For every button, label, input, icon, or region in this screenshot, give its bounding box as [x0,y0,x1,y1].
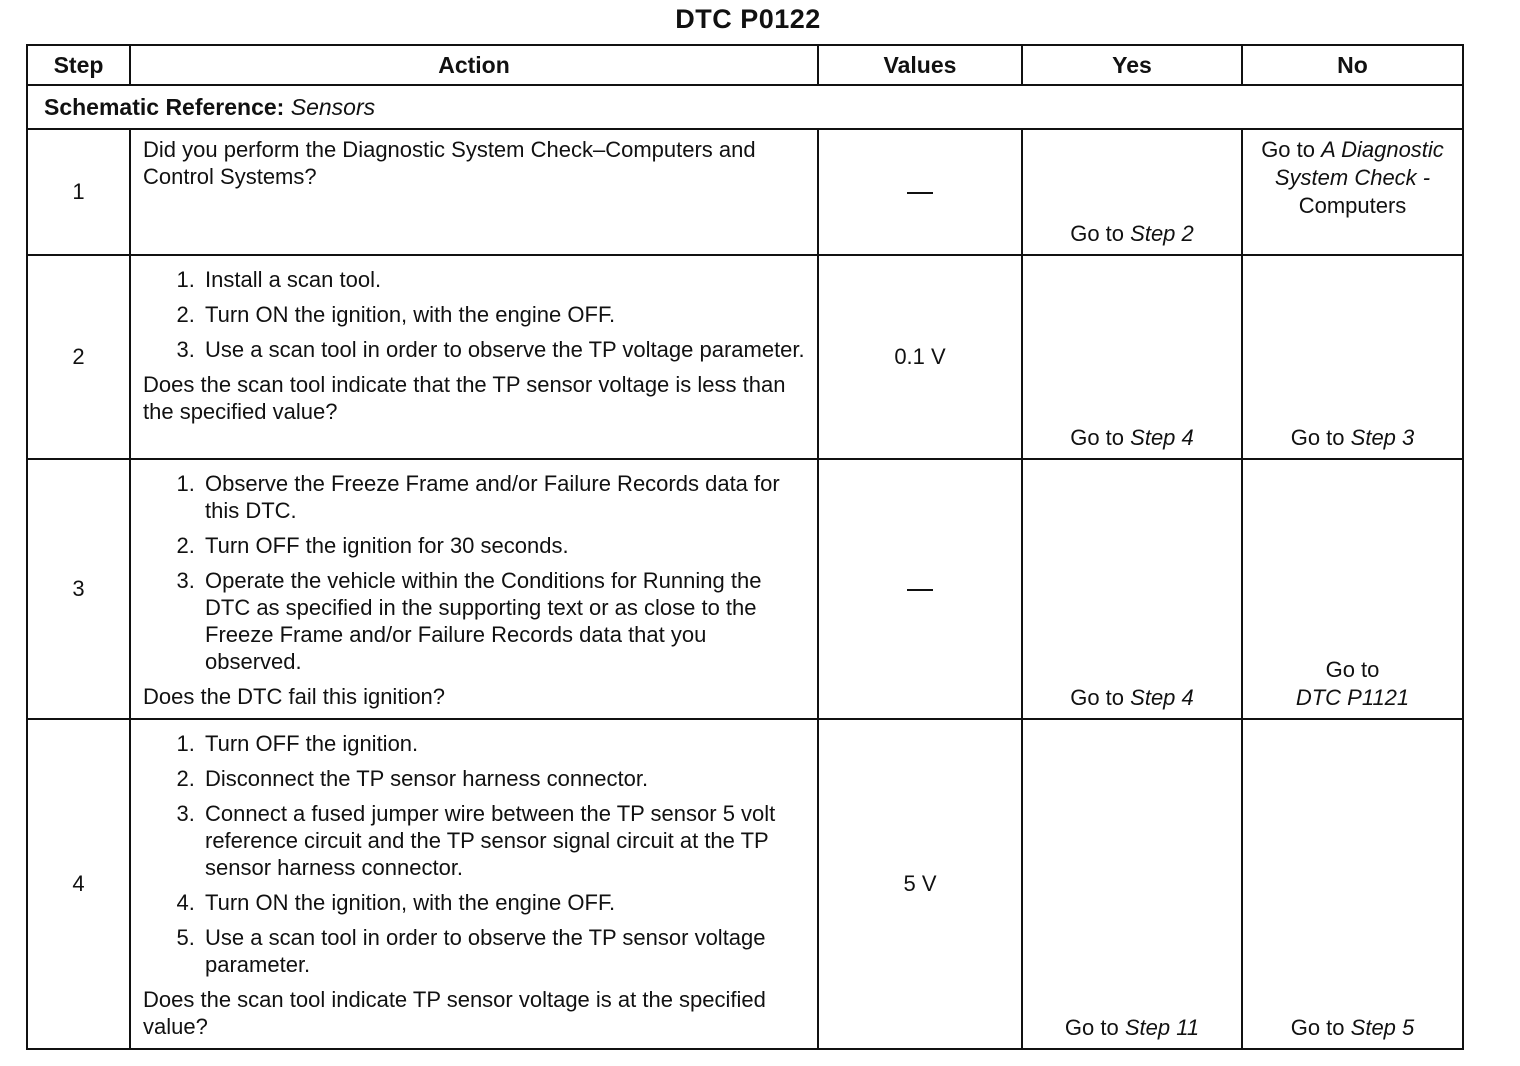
action-cell [130,255,818,459]
step-number: 1 [27,129,130,255]
yes-ref: Step 4 [1130,425,1194,450]
value-cell: 0.1 V [818,255,1022,459]
action-item: 4. Turn ON the ignition, with the engine OFF. [201,889,805,916]
no-ref: A Diagnostic System Check - [1274,137,1444,190]
diagnostic-table [26,44,1464,1050]
page-title: DTC P0122 [675,4,821,34]
no-cell [1242,255,1463,459]
action-item: 1. Observe the Freeze Frame and/or Failure Records data for this DTC. [201,470,805,524]
action-item: 1. Install a scan tool. [201,266,805,293]
yes-prefix: Go to [1070,685,1125,710]
action-steps [143,266,805,363]
action-question: Does the DTC fail this ignition? [143,684,446,709]
table-row [27,255,1463,459]
yes-prefix: Go to [1064,1015,1119,1040]
no-cell [1242,459,1463,719]
dash-mark [907,589,933,591]
no-prefix: Go to [1325,657,1380,682]
no-ref: Step 5 [1350,1015,1415,1040]
no-ref: Step 3 [1350,425,1415,450]
action-steps [143,470,805,675]
schematic-row [27,85,1463,129]
action-item: 5. Use a scan tool in order to observe the TP sensor voltage parameter. [201,924,805,978]
no-cell [1242,719,1463,1049]
action-item: 2. Disconnect the TP sensor harness connector. [201,765,805,792]
action-question: Does the scan tool indicate TP sensor voltage is at the specified value? [143,987,766,1039]
action-item: 1. Turn OFF the ignition. [201,730,805,757]
action-item: 3. Connect a fused jumper wire between the TP sensor 5 volt reference circuit and the TP sensor signal circuit at the TP sensor harness connector. [201,800,805,881]
table-row [27,459,1463,719]
step-number: 4 [27,719,130,1049]
no-prefix: Go to [1261,137,1315,162]
dash-mark [907,192,933,194]
yes-ref: Step 4 [1130,685,1194,710]
value-cell [818,129,1022,255]
action-item: 2. Turn ON the ignition, with the engine OFF. [201,301,805,328]
header-values: Values [818,45,1022,85]
table-row [27,129,1463,255]
no-prefix: Go to [1290,425,1345,450]
yes-ref: Step 2 [1130,221,1194,246]
schematic-value: Sensors [290,93,376,120]
schematic-reference [27,85,1463,129]
no-suffix: Computers [1298,193,1407,218]
yes-cell [1022,255,1242,459]
action-cell [130,129,818,255]
yes-prefix: Go to [1070,221,1125,246]
no-cell [1242,129,1463,255]
action-cell [130,459,818,719]
header-yes: Yes [1022,45,1242,85]
header-action: Action [130,45,818,85]
step-number: 3 [27,459,130,719]
table-row [27,719,1463,1049]
value-cell: 5 V [818,719,1022,1049]
header-step: Step [27,45,130,85]
no-prefix: Go to [1290,1015,1345,1040]
value-cell [818,459,1022,719]
header-no: No [1242,45,1463,85]
schematic-label: Schematic Reference: [44,93,285,120]
header-row [27,45,1463,85]
action-item: 2. Turn OFF the ignition for 30 seconds. [201,532,805,559]
yes-cell [1022,459,1242,719]
action-question: Did you perform the Diagnostic System Check–Computers and Control Systems? [143,137,756,189]
yes-cell [1022,129,1242,255]
action-question: Does the scan tool indicate that the TP sensor voltage is less than the specified value? [143,372,786,424]
step-number: 2 [27,255,130,459]
action-cell [130,719,818,1049]
action-steps [143,730,805,978]
no-ref: DTC P1121 [1295,685,1410,710]
yes-prefix: Go to [1070,425,1125,450]
action-item: 3. Use a scan tool in order to observe the TP voltage parameter. [201,336,805,363]
action-item: 3. Operate the vehicle within the Conditions for Running the DTC as specified in the supporting text or as close to the Freeze Frame and/or Failure Records data that you observed. [201,567,805,675]
yes-cell [1022,719,1242,1049]
yes-ref: Step 11 [1124,1015,1200,1040]
